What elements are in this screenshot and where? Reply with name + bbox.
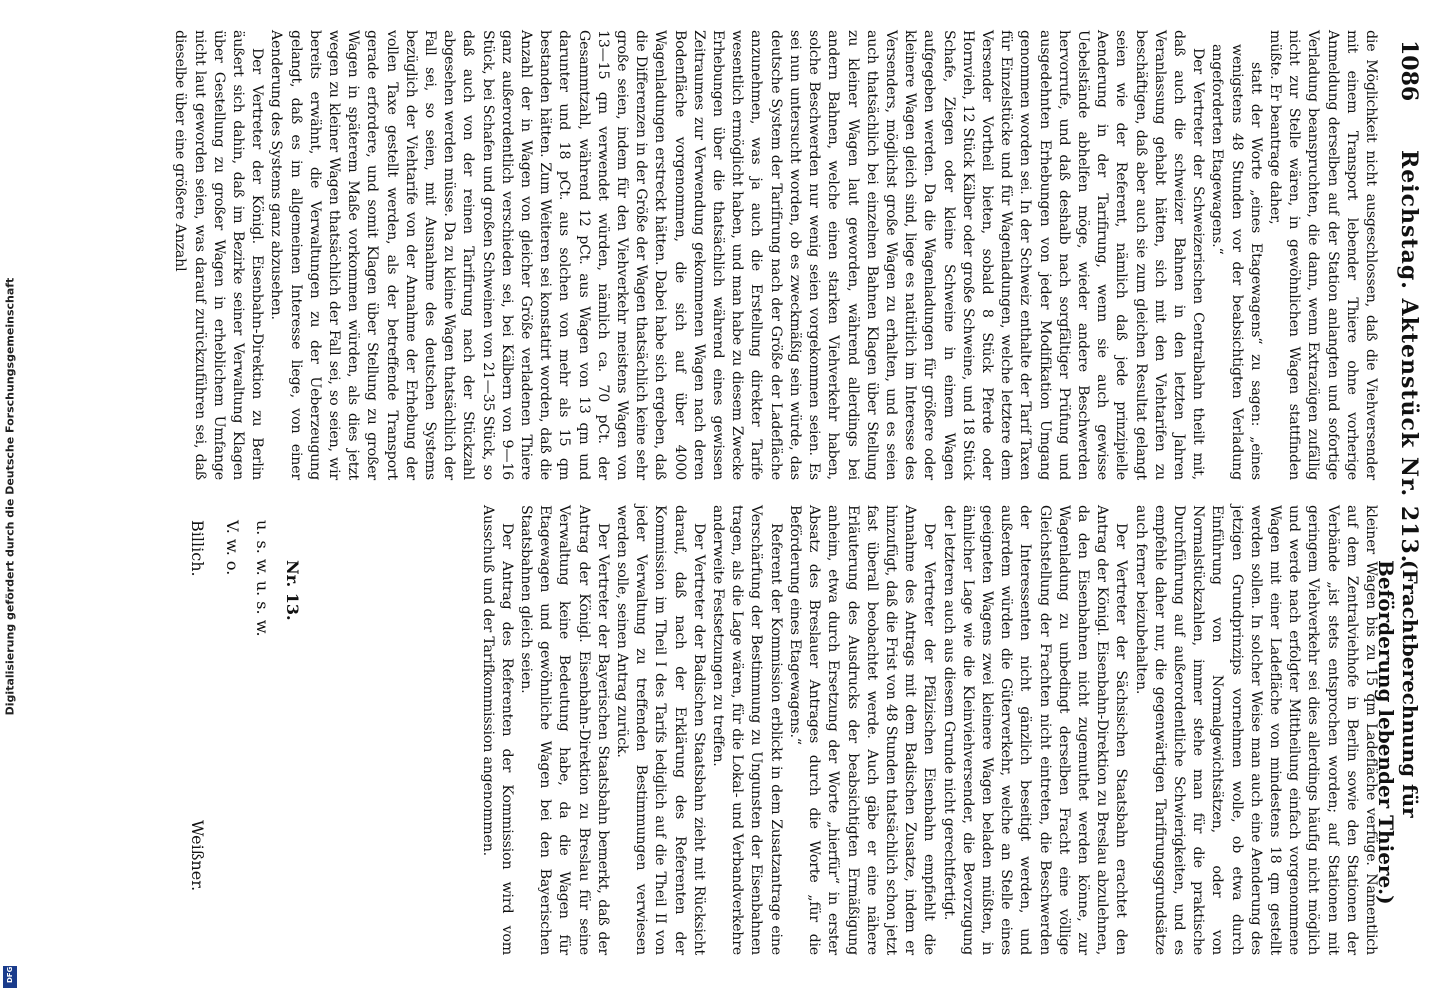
dfg-credit-label: Digitalisierung gefördert durch die Deutsche Forschungsgemeinschaft [3,277,17,716]
paragraph: Der Vertreter der Sächsischen Staatsbahn erachtet den Antrag der Königl. Eisenbahn-Direktion zu Breslau abzulehnen, da den Eisenbahnen nicht zugemuthet werden könne, zur Wagenladung zu unbedingt derselben Fracht eine völlige Gleichstellung der Frachten nicht eintreten, die Beschwerden der Interessenten nicht gänzlich beseitigt werden, und außerdem würden die Güterverkehr, welche an Stelle eines geeigneten Wagens zwei kleinere Wagen beladen müßten, in ähnlicher Lage wie die Kleinviehversender, die Bevorzugung der letzteren auch aus diesem Grunde nicht gerechtfertigt. [940,505,1130,955]
paragraph: Der Vertreter der Königl. Eisenbahn-Direktion zu Berlin äußert sich dahin, daß im Bezirke seiner Verwaltung Klagen über Gestellung zu großer Wagen in erheblichem Umfange nicht laut geworden seien, was darauf zurückzuführen sei, daß dieselbe über eine größere Anzahl [172,30,266,480]
left-column [170,30,1380,480]
scanned-page [52,0,1432,1000]
closing-uvm: u. s. w. u. s. w. [253,520,272,637]
page-header [1374,40,1422,960]
paragraph: Der Vertreter der Pfälzischen Eisenbahn empfiehlt die Annahme des Antrags mit dem Badischen Zusatze, indem er hinzufügt, daß die Frist von 48 Stunden thatsächlich schon jetzt fast überall beobachtet werde. Auch gäbe er eine nähere Erläuterung des Ausdrucks der beabsichtigten Ermäßigung anheim, etwa durch Ersetzung der Worte „hierfür“ in erster Absatz des Breslauer Antrages durch die Worte „für die Beförderung eines Etagewagens.“ [786,505,938,955]
closing-vwo: V. w. o. [223,520,242,576]
dfg-logo-text: DFG [6,966,14,983]
paragraph: Der Antrag des Referenten der Kommission wird vom Ausschuß und der Tarifkommission angenommen. [479,505,515,955]
page-title: Reichstag. Aktenstück Nr. 213. [1396,150,1422,564]
paragraph: statt der Worte „eines Etagewagens“ zu sagen: „eines wenigstens 48 Stunden vor der beabsichtigten Verladung angeforderten Etagewagens.“ [1209,44,1264,480]
paragraph: kleiner Wagen bis zu 15 qm Ladefläche verfüge. Namentlich auf dem Zentralviehhofe in Berlin sowie den Stationen der Verbände „ist stets entsprochen worden; auf Stationen mit geringem Viehverkehr sei dies allerdings häufig nicht möglich und werde nach erfolgter Mittheilung einfach vorgenommene Wagen mit einer Ladefläche von mindestens 18 qm gestellt werden sollen. In solcher Weise man auch eine Aenderung des jetzigen Grundprinzips vornehmen wolle, ob etwa durch Einführung von Normalgewichtsätzen, oder von Normalstückzahlen, immer stehe man für die praktische Durchführung auf außerordentliche Schwierigkeiten, und es empfehle daher nur, die gegenwärtigen Tarifirungsgrundsätze auch ferner beizubehalten. [1132,505,1379,955]
page-number: 1086 [1396,40,1422,102]
paragraph: Der Vertreter der Badischen Staatsbahn zieht mit Rücksicht darauf, daß nach der Erklärung des Referenten der Kommission im Theil I des Tarifs lediglich auf die Theil II von jeder Verwaltung zu treffenden Bestimmungen verwiesen werden solle, seinen Antrag zurück. [614,505,707,955]
signature-left: Billich. [188,520,207,577]
paragraph: Der Vertreter der Bayerischen Staatsbahn bemerkt, daß der Antrag der Königl. Eisenbahn-Direktion zu Breslau für seine Verwaltung keine Bedeutung habe, da die Wagen für Etagewagen und gewöhnliche Wagen bei den Bayerischen Staatsbahnen gleich seien. [518,505,611,955]
paragraph: Der Vertreter der Schweizerischen Centralbahn theilt mit, daß auch die schweizer Bahnen in den letzten Jahren Veranlassung gehabt hätten, sich mit den Viehtarifen zu beschäftigen, daß aber auch sie zum gleichen Resultat gelangt seien wie der Referent, nämlich daß jede prinzipielle Aenderung in der Tarifirung, wenn sie auch gewisse Uebelstände abhelfen möge, wieder andere Beschwerden hervorrufe, und daß deshalb nach sorgfältiger Prüfung und ausgedehnten Erhebungen von jeder Modifikation Umgang genommen worden sei. In der Schweiz enthalte der Tarif Taxen für Einzelstücke und für Wagenladungen, welche letztere dem Versender Vortheil bieten, sobald 8 Stück Pferde oder Hornvieh, 12 Stück Kälber oder große Schweine, und 18 Stück Schafe, Ziegen oder kleine Schweine in einem Wagen aufgegeben werden. Da die Wagenladungen für größere oder kleinere Wagen gleich sind, liege es natürlich im Interesse des Versenders, möglichst große Wagen zu erhalten, und es seien auch thatsächlich bei einzelnen Bahnen Klagen über Stellung zu kleiner Wagen laut geworden, während allerdings bei andern Bahnen, welche einen starken Viehverkehr haben, solche Beschwerden nur wenig seien vorgekommen seien. Es sei nun untersucht worden, ob es zweckmäßig sein würde, das deutsche System der Tarifirung nach der Größe der Ladefläche anzunehmen, was ja auch die Erstellung direkter Tarife wesentlich ermöglicht haben, und man habe zu diesem Zwecke Erhebungen über die thatsächlich während eines gewissen Zeitraumes zur Verwendung gekommenen Wagen nach deren Bodenfläche vorgenommen, die sich auf über 4000 Wagenladungen erstreckt hätten. Dabei habe sich ergeben, daß die Differenzen in der Größe der Wagen thatsächlich keine sehr große seien, indem für den Viehverkehr meistens Wagen von 13—15 qm verwendet würden, nämlich ca. 70 pCt. der Gesammtzahl, während 12 pCt. aus Wagen von 13 qm und darunter und 18 pCt. aus solchen von mehr als 15 qm bestanden hätten. Zum Weiteren sei konstatirt worden, daß die Anzahl der in Wagen von gleicher Größe verladenen Thiere ganz außerordentlich verschieden sei, bei Kälbern von 9—16 Stück, bei Schafen und großen Schweinen von 21—35 Stück, so daß auch von der reinen Tarifirung nach der Stückzahl abgesehen werden müsse. Da zu kleine Wagen thatsächlich der Fall sei, so seien, mit Ausnahme des deutschen Systems bezüglich der Viehtarife von der Annahme der Erhebung der vollen Taxe gestellt werden, als der betreffende Transport gerade erfordere, und somit Klagen über Stellung zu großer Wagen in späterem Maße vorkommen würden, als dies jetzt wegen zu kleiner Wagen thatsächlich der Fall sei, so seien, wir bereits erwähnt, die Verwaltungen zu der Ueberzeugung gelangt, daß es im allgemeinen Interesse liege, von einer Aenderung des Systems ganz abzusehen. [268,30,1207,480]
signature-right: Weißner. [188,820,207,892]
closing-number: Nr. 13. [283,560,302,621]
paragraph: die Möglichkeit nicht ausgeschlossen, daß die Viehversender mit einem Transport lebender Thiere ohne vorherige Anmeldung derselben auf der Station anlangten und sofortige Verladung beanspruchten, die dann, wenn Extrazügen zufällig nicht zur Stelle wären, in gewöhnlichen Wagen stattfinden müßte. Er beantrage daher, [1266,30,1379,480]
paragraph: Referent der Kommission erblickt in dem Zusatzantrage eine Verschärfung der Bestimmung zu Ungunsten der Eisenbahnen tragen, als die Lage wären, für die Lokal- und Verbandverkehre anderweite Festsetzungen zu treffen. [710,505,784,955]
dfg-logo [3,966,17,988]
right-column [477,505,1380,955]
page-subtitle: (Frachtberechnung für Beförderung lebender Thiere.) [1374,560,1422,905]
